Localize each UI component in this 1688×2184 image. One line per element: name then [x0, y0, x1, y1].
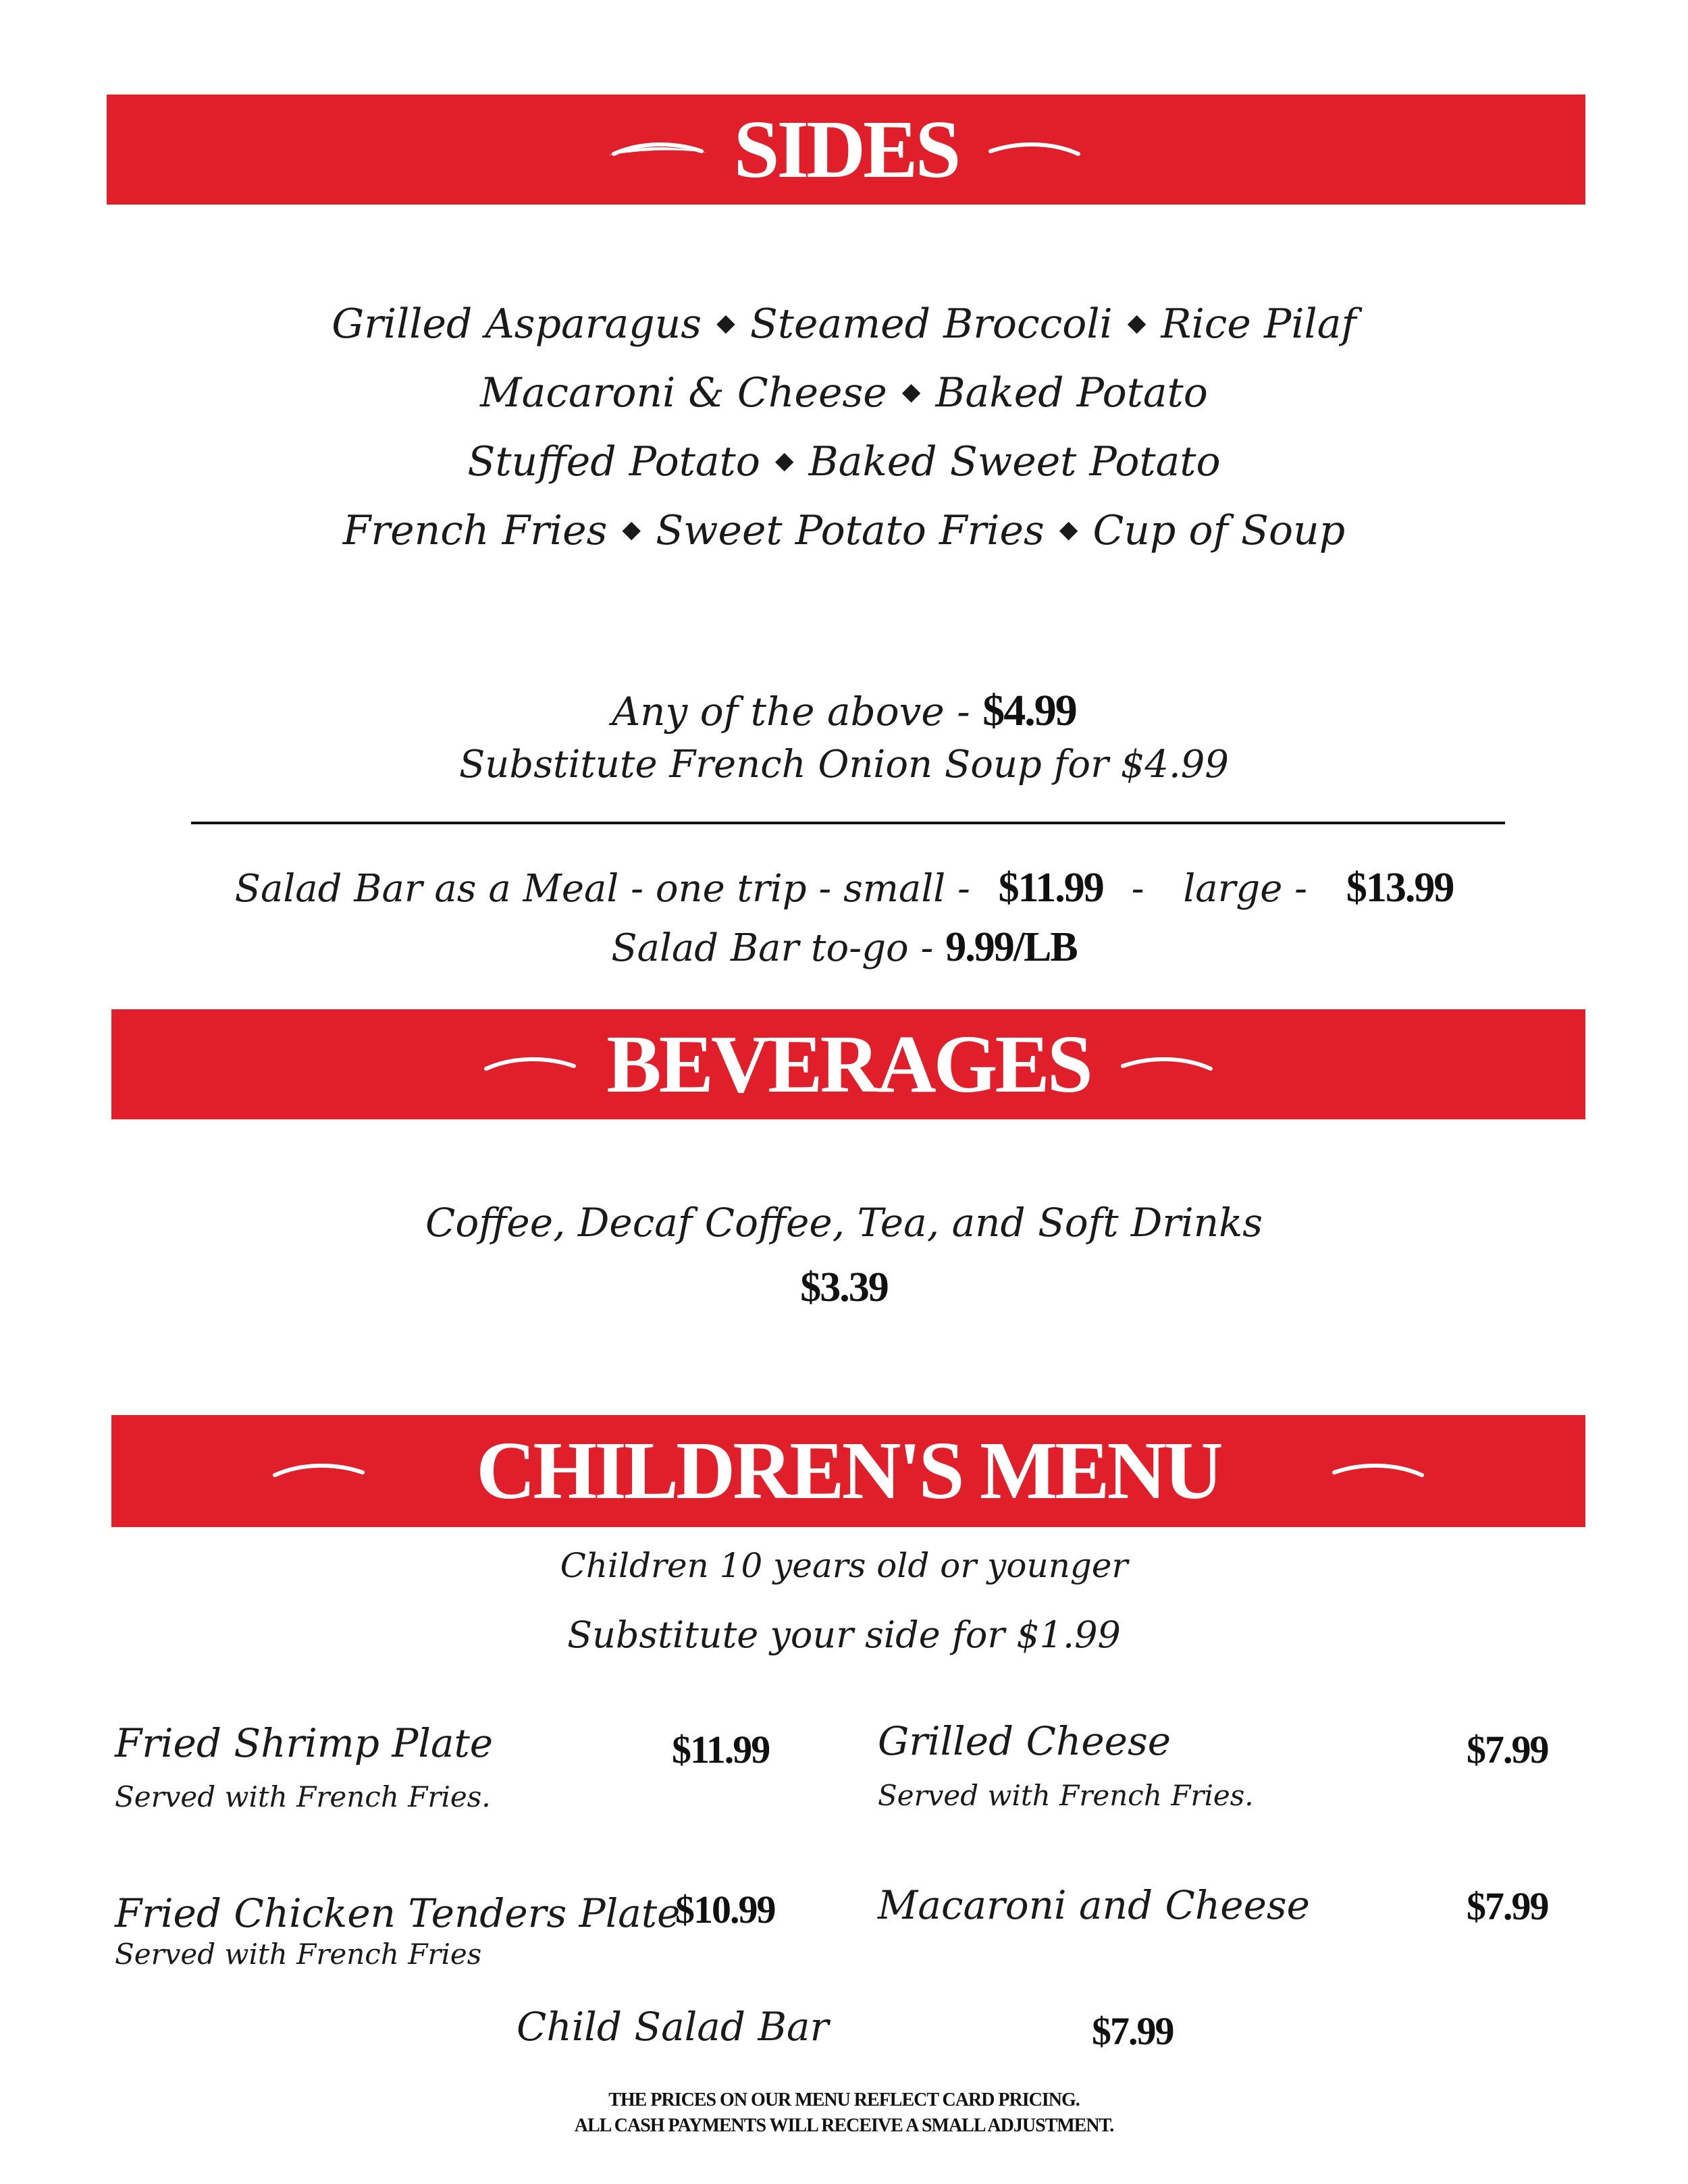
side-item: Macaroni & Cheese: [480, 369, 887, 417]
diamond-icon: ◆: [774, 447, 794, 475]
sides-line-2: [0, 369, 1688, 417]
diamond-icon: ◆: [716, 309, 735, 337]
beverages-banner: [111, 1009, 1585, 1119]
salad-bar-togo-price: 9.99/LB: [945, 924, 1077, 970]
left-flourish-icon: [479, 1054, 581, 1075]
sides-line-4: [0, 507, 1688, 554]
sides-price-line: [0, 685, 1688, 737]
beverages-price: $3.39: [800, 1264, 888, 1310]
childrens-menu-banner: [111, 1415, 1585, 1527]
side-item: Rice Pilaf: [1161, 300, 1356, 348]
menu-item-name: Macaroni and Cheese: [878, 1882, 1310, 1928]
menu-item-desc: Served with French Fries.: [878, 1779, 1254, 1812]
childrens-menu-title: CHILDREN'S MENU: [476, 1425, 1221, 1516]
sides-banner: [107, 95, 1585, 205]
menu-item-price: $7.99: [1092, 2009, 1173, 2053]
diamond-icon: ◆: [1127, 309, 1146, 337]
pricing-note: [0, 2087, 1688, 2139]
children-subtitle-1: Children 10 years old or younger: [560, 1546, 1128, 1585]
sides-any-label: Any of the above -: [612, 689, 970, 735]
menu-item-desc: Served with French Fries: [115, 1938, 482, 1971]
diamond-icon: ◆: [622, 516, 641, 543]
menu-item-desc: Served with French Fries.: [115, 1780, 491, 1813]
side-item: Grilled Asparagus: [332, 300, 702, 348]
salad-bar-large-price: $13.99: [1346, 865, 1454, 911]
pricing-note-line-1: THE PRICES ON OUR MENU REFLECT CARD PRICING.: [608, 2089, 1080, 2110]
side-item: Baked Sweet Potato: [808, 438, 1221, 485]
salad-bar-sep: -: [1131, 867, 1144, 911]
side-item: Stuffed Potato: [467, 438, 760, 485]
pricing-note-line-2: ALL CASH PAYMENTS WILL RECEIVE A SMALL ADJUSTMENT.: [574, 2115, 1114, 2136]
menu-item-price: $7.99: [1467, 1728, 1548, 1772]
salad-bar-large-label: large -: [1183, 867, 1308, 911]
left-flourish-icon: [607, 139, 708, 161]
children-subtitle-2: Substitute your side for $1.99: [567, 1614, 1121, 1656]
right-flourish-icon: [984, 139, 1085, 161]
diamond-icon: ◆: [1059, 516, 1078, 543]
right-flourish-icon: [1116, 1054, 1217, 1075]
side-item: Sweet Potato Fries: [656, 507, 1045, 554]
menu-item-name: Fried Chicken Tenders Plate: [115, 1890, 681, 1936]
right-flourish-icon: [1327, 1460, 1429, 1482]
beverages-title: BEVERAGES: [606, 1018, 1090, 1110]
sides-title: SIDES: [733, 103, 959, 195]
menu-item-name: Child Salad Bar: [517, 2004, 829, 2050]
side-item: Cup of Soup: [1092, 507, 1346, 554]
salad-bar-meal-line: [0, 864, 1688, 912]
salad-bar-togo-label: Salad Bar to-go -: [611, 926, 934, 970]
sides-any-price: $4.99: [982, 686, 1076, 735]
left-flourish-icon: [268, 1460, 369, 1482]
divider: [191, 822, 1505, 824]
menu-item-name: Grilled Cheese: [878, 1718, 1171, 1764]
menu-item-name: Fried Shrimp Plate: [115, 1720, 494, 1766]
side-item: Steamed Broccoli: [749, 300, 1113, 348]
side-item: French Fries: [342, 507, 608, 554]
salad-bar-meal-label: Salad Bar as a Meal - one trip - small -: [234, 867, 970, 911]
menu-item-price: $10.99: [675, 1888, 775, 1932]
diamond-icon: ◆: [901, 378, 921, 406]
sides-line-1: [0, 300, 1688, 348]
salad-bar-small-price: $11.99: [998, 865, 1103, 911]
menu-item-price: $11.99: [672, 1728, 770, 1772]
sides-line-3: [0, 438, 1688, 485]
sides-substitute: Substitute French Onion Soup for $4.99: [458, 743, 1230, 787]
menu-item-price: $7.99: [1467, 1884, 1548, 1928]
side-item: Baked Potato: [935, 369, 1208, 417]
salad-bar-togo-line: [0, 924, 1688, 971]
beverages-items: Coffee, Decaf Coffee, Tea, and Soft Drinks: [425, 1200, 1263, 1246]
